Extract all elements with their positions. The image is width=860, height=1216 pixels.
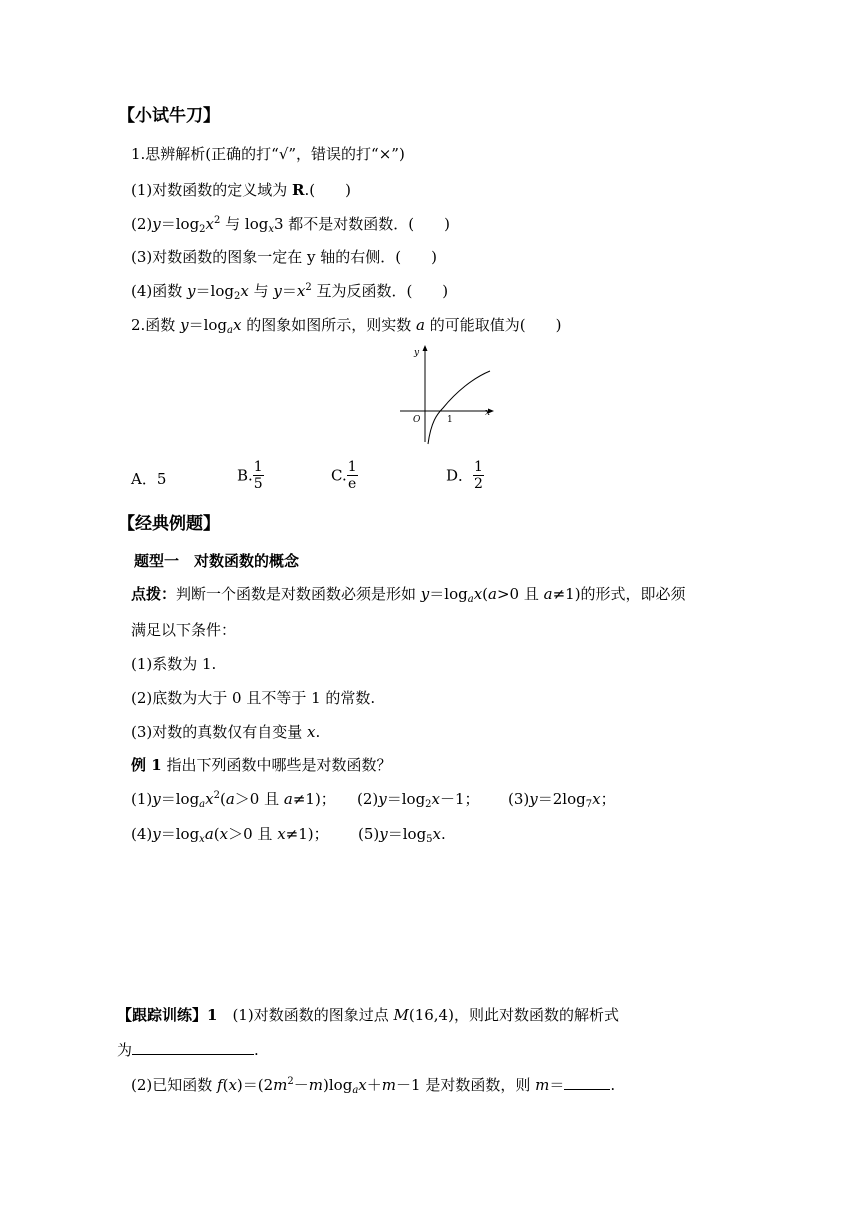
option-c-fraction: $\frac{1}{e}$ [347, 459, 357, 493]
q1-item-4: (4)函数 $y=\log_2x$ 与 $y=x^2$ 互为反函数．( ) [131, 282, 449, 302]
hint-condition-3: (3)对数的真数仅有自变量 x. [131, 723, 321, 741]
example-1-stem: 例 1 指出下列函数中哪些是对数函数？ [131, 756, 392, 774]
example-1-function-2: $(2)y=\log_2x-1$； [357, 790, 480, 810]
option-b-fraction: $\frac{1}{5}$ [253, 459, 263, 493]
q1-intro: 1.思辨解析(正确的打“√”，错误的打“×”) [131, 145, 405, 163]
practice-1-line-2: 为 . [117, 1041, 259, 1059]
example-1-function-3: $(3)y=2\log_7x$； [508, 790, 616, 810]
section-title-examples: 【经典例题】 [118, 514, 220, 534]
origin-label: O [413, 415, 421, 425]
one-tick-label: 1 [447, 415, 453, 425]
hint-condition-1: (1)系数为 1. [131, 655, 217, 673]
practice-1-question-2: (2)已知函数 $f(x)=(2m^2-m)\log_ax+m-1$ 是对数函数，则 m＝ . [131, 1076, 616, 1096]
practice-1-line-1: 【跟踪训练】1 (1)对数函数的图象过点 M(16,4)，则此对数函数的解析式 [117, 1006, 619, 1024]
example-1-function-1: $(1)y=\log_ax^2(a>0$ 且 a≠1)； [131, 790, 336, 810]
hint-line-1: 点拨：判断一个函数是对数函数必须是形如 $y=\log_ax(a>0$ 且 a≠1)的形式，即必须 [131, 585, 686, 605]
section-title-practice: 【小试牛刀】 [118, 106, 220, 126]
log-curve [428, 371, 490, 444]
hint-line-2: 满足以下条件： [131, 621, 237, 639]
log-function-graph [398, 342, 498, 446]
q1-item-2: $(2)y=\log_2x^2$ 与 $\log_x3$ 都不是对数函数．( ) [131, 215, 451, 235]
example-1-function-5: $(5)y=\log_5x$. [358, 825, 446, 845]
y-axis-arrow [423, 345, 428, 351]
answer-blank-1[interactable] [132, 1040, 254, 1055]
answer-blank-2[interactable] [564, 1075, 610, 1090]
option-b: B. $\frac{1}{5}$ [237, 459, 263, 493]
q1-item-3: (3)对数函数的图象一定在 y 轴的右侧．( ) [131, 248, 437, 266]
option-c: C. $\frac{1}{e}$ [331, 459, 357, 493]
option-a: A．5 [131, 470, 167, 488]
x-axis-label: x [485, 408, 491, 418]
type-1-title: 题型一 对数函数的概念 [134, 552, 300, 570]
q1-item-1: (1)对数函数的定义域为 R.( ) [131, 181, 351, 199]
option-d-fraction: $\frac{1}{2}$ [474, 459, 483, 493]
hint-condition-2: (2)底数为大于 0 且不等于 1 的常数. [131, 689, 376, 707]
option-d: D． $\frac{1}{2}$ [446, 459, 483, 493]
example-1-function-4: $(4)y=\log_xa(x>0$ 且 x≠1)； [131, 825, 329, 845]
y-axis-label: y [414, 348, 420, 358]
q2-stem: 2.函数 $y=\log_ax$ 的图象如图所示，则实数 a 的可能取值为( ) [131, 316, 562, 336]
